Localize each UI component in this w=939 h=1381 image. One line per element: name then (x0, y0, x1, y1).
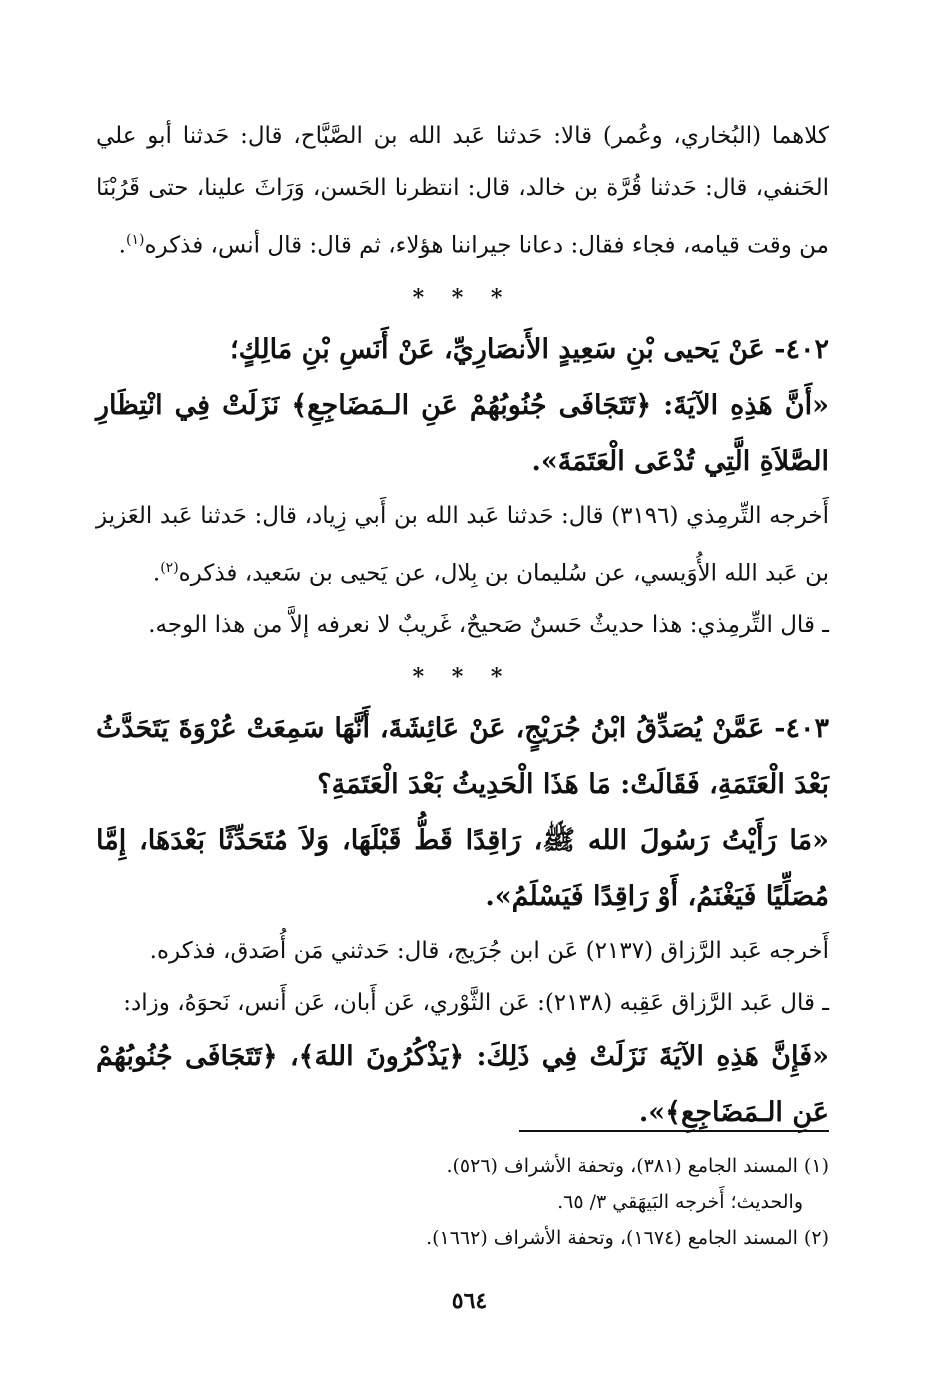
footnotes (96, 1148, 829, 1256)
page-number: ٥٦٤ (451, 1288, 488, 1314)
main-text (96, 110, 829, 1141)
section-separator: * * * (412, 664, 513, 691)
hadith-isnad: عَمَّنْ يُصَدِّقُ ابْنُ جُرَيْجٍ، عَنْ عَائِشَةَ، أَنَّهَا سَمِعَتْ عُرْوَةَ يَتَحَدَّثُ بَعْدَ الْعَتَمَةِ، فَقَالَتْ: مَا هَذَا الْحَدِيثُ بَعْدَ الْعَتَمَةِ؟ (96, 713, 829, 801)
isnad-paragraph: كلاهما (البُخاري، وعُمر) قالا: حَدثنا عَبد الله بن الصَّبَّاح، قال: حَدثنا أبو علي الحَنفي، قال: حَدثنا قُرَّة بن خالد، قال: انتظرنا الحَسن، وَرَاثَ علينا، حتى قَرُبْنَا من وقت قيامه، فجاء فقال: دعانا جيراننا هؤلاء، ثم قال: قال أنس، فذكره$^{(١)}$. (96, 123, 829, 259)
hadith-number: ٤٠٣- (774, 713, 829, 745)
footnote-ref-1: (١) (125, 232, 145, 248)
hadith-403-matn: «مَا رَأَيْتُ رَسُولَ الله ﷺ، رَاقِدًا قَطُّ قَبْلَهَا، وَلاَ مُتَحَدِّثًا بَعْدَهَا، إِمَّا مُصَلِّيًا فَيَغْنَمُ، أَوْ رَاقِدًا فَيَسْلَمُ». (96, 825, 829, 913)
hadith-number: ٤٠٢- (774, 333, 829, 365)
footnote-divider (519, 1130, 829, 1132)
section-separator: * * * (412, 284, 513, 311)
hadith-isnad: عَنْ يَحيى بْنِ سَعِيدٍ الأَنصَارِيِّ، عَنْ أَنَسِ بْنِ مَالِكٍ؛ (230, 333, 765, 365)
abdurrazzaq-comment: ـ قال عَبد الرَّزاق عَقِبه (٢١٣٨): عَن الثَّوْري، عَن أَبان، عَن أَنس، نَحوَهُ، وزاد: (123, 990, 829, 1017)
footnote-1-continuation: والحديث؛ أَخرجه البَيهَقي ٣/ ٦٥. (557, 1191, 803, 1213)
takhrij-text: أَخرجه التِّرمِذي (٣١٩٦) قال: حَدثنا عَبد الله بن أَبي زِياد، قال: حَدثنا عَبد العَزيز بن عَبد الله الأُوَيسي، عن سُليمان بن بِلال، عن يَحيى بن سَعيد، فذكره (96, 502, 829, 587)
hadith-402-matn: «أَنَّ هَذِهِ الآيَةَ: ﴿تَتَجَافَى جُنُوبُهُمْ عَنِ الـمَضَاجِعِ﴾ نَزَلَتْ فِي انْتِظَارِ الصَّلاَةِ الَّتِي تُدْعَى الْعَتَمَةَ». (96, 389, 829, 477)
footnote-2: (٢) المسند الجامع (١٦٧٤)، وتحفة الأشراف (١٦٦٢). (426, 1227, 829, 1249)
takhrij-403: أَخرجه عَبد الرَّزاق (٢١٣٧) عَن ابن جُرَيج، قال: حَدثني مَن أُصَدق، فذكره. (149, 938, 829, 965)
tirmidhi-comment: ـ قال التِّرمِذي: هذا حديثٌ حَسنٌ صَحيحٌ، غَريبٌ لا نعرفه إلاَّ من هذا الوجه. (148, 612, 829, 639)
takhrij-402: أَخرجه التِّرمِذي (٣١٩٦) قال: حَدثنا عَبد الله بن أَبي زِياد، قال: حَدثنا عَبد العَزيز بن عَبد الله الأُوَيسي، عن سُليمان بن بِلال، عن يَحيى بن سَعيد، فذكره$^{(٢)}$. (96, 502, 829, 587)
footnote-ref-2: (٢) (160, 559, 179, 576)
addition-matn: «فَإِنَّ هَذِهِ الآيَةَ نَزَلَتْ فِي ذَلِكَ: ﴿يَذْكُرُونَ اللهَ﴾، ﴿تَتَجَافَى جُنُوبُهُمْ عَنِ الـمَضَاجِعِ﴾». (96, 1041, 829, 1129)
isnad-text: كلاهما (البُخاري، وعُمر) قالا: حَدثنا عَبد الله بن الصَّبَّاح، قال: حَدثنا أبو علي الحَنفي، قال: حَدثنا قُرَّة بن خالد، قال: انتظرنا الحَسن، وَرَاثَ علينا، حتى قَرُبْنَا من وقت قيامه، فجاء فقال: دعانا جيراننا هؤلاء، ثم قال: قال أنس، فذكره (96, 123, 829, 259)
footnote-1: (١) المسند الجامع (٣٨١)، وتحفة الأشراف (٥٢٦). (446, 1155, 829, 1177)
hadith-403-header (96, 701, 829, 813)
hadith-402-header (96, 322, 829, 378)
